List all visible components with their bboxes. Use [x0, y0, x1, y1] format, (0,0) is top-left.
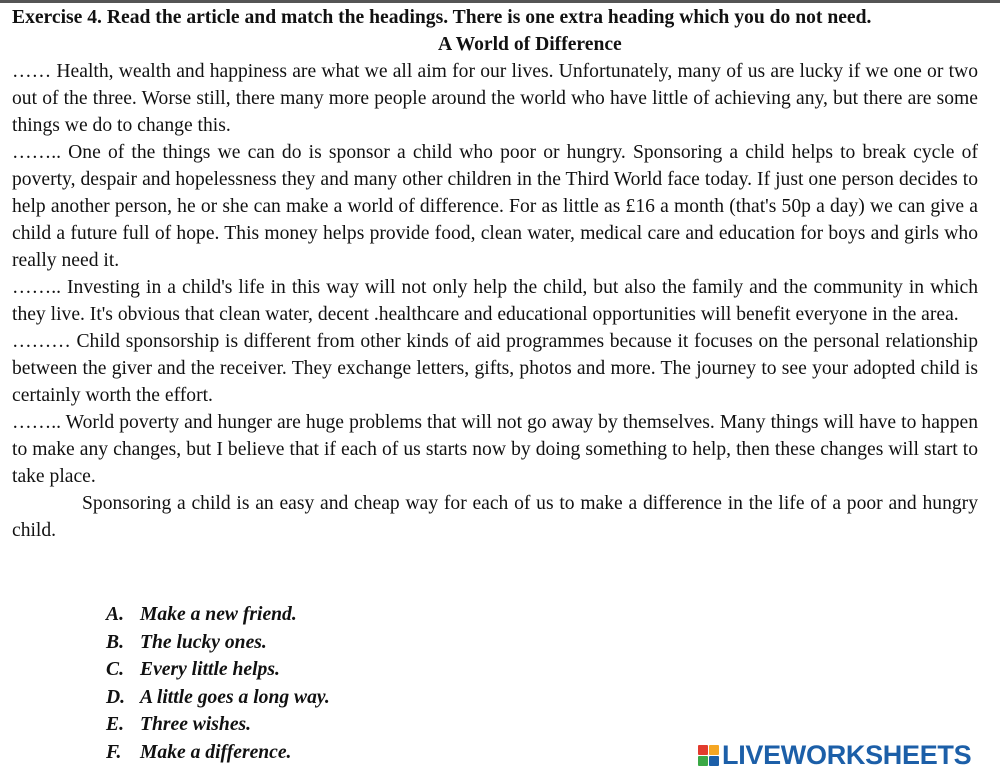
exercise-instruction: Exercise 4. Read the article and match the headings. There is one extra heading which you do not need.: [12, 7, 872, 28]
article-closing-paragraph: Sponsoring a child is an easy and cheap way for each of us to make a difference in the life of a poor and hungry child.: [12, 493, 978, 541]
heading-text: Every little helps.: [140, 659, 280, 680]
article-paragraph-1: [12, 58, 978, 139]
liveworksheets-logo-icon: [698, 745, 719, 766]
article-paragraph-3: [12, 274, 978, 328]
heading-option-f: [106, 739, 330, 767]
worksheet-page: [12, 4, 978, 544]
heading-letter: F.: [106, 741, 122, 763]
paragraph-text: Investing in a child's life in this way will not only help the child, but also the family and the community in which they live. It's obvious that clean water, decent .healthcare and educational opportunities will benefit everyone in the area.: [12, 277, 978, 325]
headings-list: [106, 601, 330, 766]
heading-gap-5[interactable]: ……..: [12, 412, 61, 433]
heading-gap-2[interactable]: ……..: [12, 142, 61, 163]
article-paragraph-2: [12, 139, 978, 274]
heading-text: Make a new friend.: [140, 604, 297, 625]
liveworksheets-logo-text: LIVEWORKSHEETS: [722, 740, 972, 770]
paragraph-text: Health, wealth and happiness are what we all aim for our lives. Unfortunately, many of us are lucky if we one or two out of the three. Worse still, there many more people around the world who have little of achieving any, but there are some things we do to change this.: [12, 61, 978, 136]
heading-letter: C.: [106, 659, 124, 680]
heading-text: A little goes a long way.: [140, 686, 330, 708]
heading-option-c: [106, 656, 330, 684]
logo-square-green: [698, 756, 708, 766]
logo-square-red: [698, 745, 708, 755]
top-border-line: [0, 0, 1000, 3]
heading-option-b: [106, 629, 330, 657]
heading-letter: D.: [106, 686, 126, 708]
heading-gap-4[interactable]: ………: [12, 331, 71, 352]
article-title: A World of Difference: [438, 34, 622, 55]
logo-square-blue: [709, 756, 719, 766]
paragraph-text: World poverty and hunger are huge problems that will not go away by themselves. Many things will have to happen to make any changes, but I believe that if each of us starts now by doing something to help, then these changes will start to take place.: [12, 412, 978, 487]
heading-text: The lucky ones.: [140, 631, 267, 653]
heading-text: Make a difference.: [140, 741, 292, 763]
paragraph-text: Child sponsorship is different from other kinds of aid programmes because it focuses on the personal relationship between the giver and the receiver. They exchange letters, gifts, photos and more. The journey to see your adopted child is certainly worth the effort.: [12, 331, 978, 406]
article-paragraph-5: [12, 409, 978, 490]
heading-option-e: [106, 711, 330, 739]
paragraph-text: One of the things we can do is sponsor a child who poor or hungry. Sponsoring a child helps to break cycle of poverty, despair and hopelessness they and many other children in the Third World face today. If just one person decides to help another person, he or she can make a world of difference. For as little as £16 a month (that's 50p a day) we can give a child a future full of hope. This money helps provide food, clean water, medical care and education for boys and girls who really need it.: [12, 142, 978, 271]
heading-gap-3[interactable]: ……..: [12, 277, 61, 298]
article-paragraph-4: [12, 328, 978, 409]
heading-option-d: [106, 684, 330, 712]
heading-letter: B.: [106, 631, 124, 653]
heading-letter: A.: [106, 604, 124, 625]
heading-gap-1[interactable]: ……: [12, 61, 52, 82]
liveworksheets-logo[interactable]: [698, 740, 971, 770]
heading-letter: E.: [106, 714, 124, 735]
heading-text: Three wishes.: [140, 714, 252, 735]
heading-option-a: [106, 601, 330, 629]
logo-square-orange: [709, 745, 719, 755]
